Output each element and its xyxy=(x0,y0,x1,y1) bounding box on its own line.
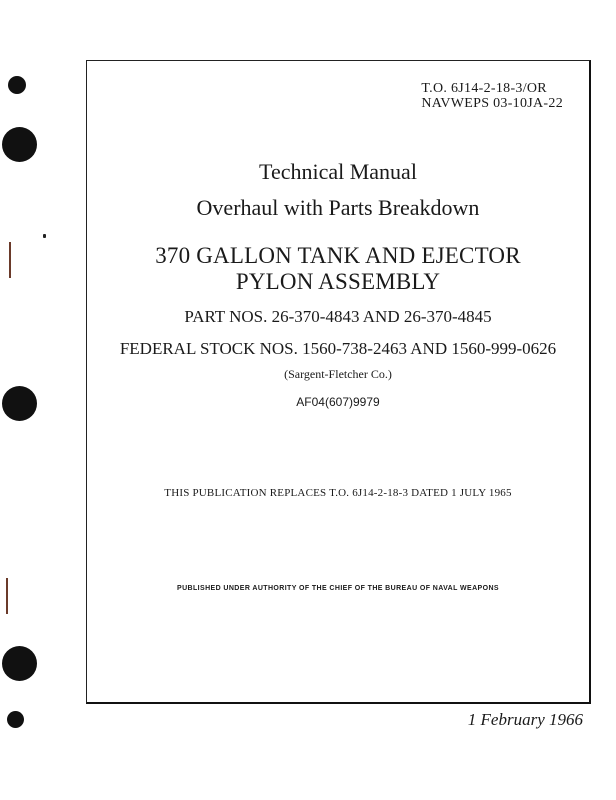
margin-mark-2 xyxy=(6,578,8,614)
margin-mark-1 xyxy=(9,242,11,278)
to-number-block xyxy=(421,81,563,111)
margin-speck xyxy=(43,234,46,238)
title-page-frame xyxy=(86,60,591,704)
contract-number: AF04(607)9979 xyxy=(296,395,380,409)
manufacturer: (Sargent-Fletcher Co.) xyxy=(284,367,392,381)
binder-hole-5 xyxy=(7,711,24,728)
federal-stock-numbers: FEDERAL STOCK NOS. 1560-738-2463 AND 1560-999-0626 xyxy=(119,339,557,358)
binder-hole-2 xyxy=(2,127,37,162)
binder-hole-1 xyxy=(8,76,26,94)
part-numbers: PART NOS. 26-370-4843 AND 26-370-4845 xyxy=(184,307,492,326)
to-number-line-2: NAVWEPS 03-10JA-22 xyxy=(421,96,563,111)
binder-hole-3 xyxy=(2,386,37,421)
authority-notice: PUBLISHED UNDER AUTHORITY OF THE CHIEF OF THE BUREAU OF NAVAL WEAPONS xyxy=(177,585,499,592)
publication-date: 1 February 1966 xyxy=(467,710,583,729)
subject-title-line-1: 370 GALLON TANK AND EJECTOR xyxy=(155,243,521,268)
manual-type-heading: Technical Manual xyxy=(259,159,417,184)
to-number-line-1: T.O. 6J14-2-18-3/OR xyxy=(421,81,547,96)
subject-title-line-2: PYLON ASSEMBLY xyxy=(235,269,441,294)
supersedes-notice: THIS PUBLICATION REPLACES T.O. 6J14-2-18-3 DATED 1 JULY 1965 xyxy=(164,487,512,499)
manual-scope-heading: Overhaul with Parts Breakdown xyxy=(196,195,480,220)
binder-hole-4 xyxy=(2,646,37,681)
